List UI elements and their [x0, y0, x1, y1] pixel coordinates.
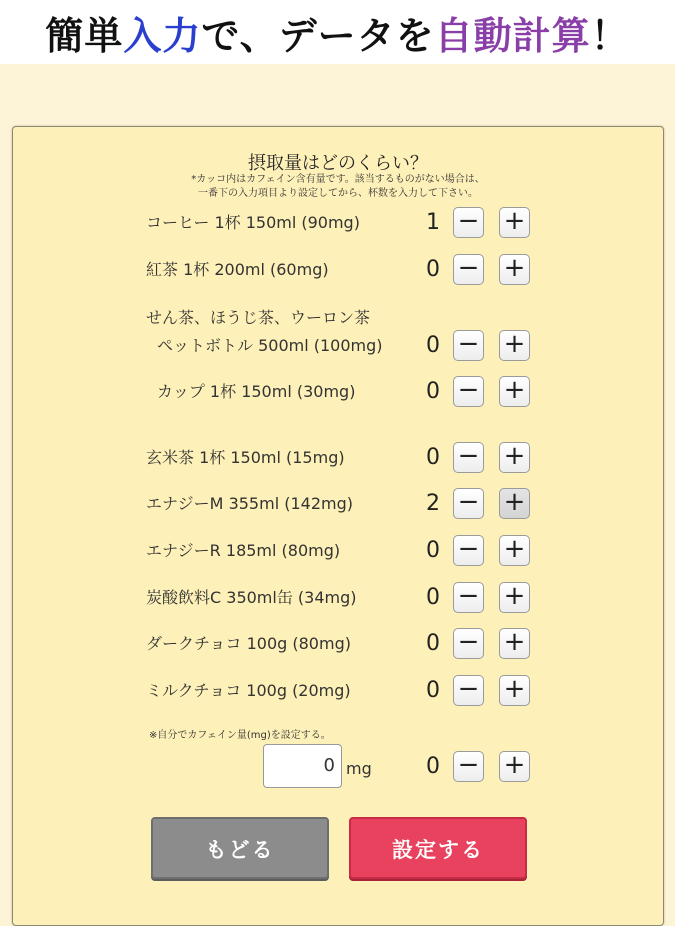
decrement-button[interactable]: −: [453, 488, 484, 519]
increment-button[interactable]: +: [499, 488, 530, 519]
decrement-button[interactable]: −: [453, 675, 484, 706]
item-row-pet-bottle: [13, 326, 663, 366]
item-count: 0: [426, 445, 440, 470]
item-count: 0: [426, 585, 440, 610]
note-line-1: *カッコ内はカフェイン含有量です。該当するものがない場合は、: [191, 174, 485, 185]
panel-title: 摂取量はどのくらい？: [248, 153, 428, 174]
item-row-coffee: [13, 203, 663, 243]
increment-button[interactable]: +: [499, 442, 530, 473]
custom-caffeine-input[interactable]: 0: [263, 744, 342, 788]
promo-banner: [0, 0, 675, 64]
item-label: 玄米茶 1杯 150ml (15mg): [146, 448, 345, 467]
item-row-energy-m: [13, 484, 663, 524]
item-count: 0: [426, 678, 440, 703]
tea-group-label: せん茶、ほうじ茶、ウーロン茶: [146, 308, 371, 327]
item-count: 0: [426, 538, 440, 563]
item-row-energy-r: [13, 531, 663, 571]
item-count: 0: [426, 754, 440, 779]
increment-button[interactable]: +: [499, 535, 530, 566]
increment-button[interactable]: +: [499, 582, 530, 613]
decrement-button[interactable]: −: [453, 582, 484, 613]
intake-panel: [12, 126, 664, 926]
increment-button[interactable]: +: [499, 628, 530, 659]
decrement-button[interactable]: −: [453, 207, 484, 238]
item-count: 0: [426, 379, 440, 404]
decrement-button[interactable]: −: [453, 751, 484, 782]
increment-button[interactable]: +: [499, 376, 530, 407]
item-row-soda: [13, 578, 663, 618]
decrement-button[interactable]: −: [453, 535, 484, 566]
item-row-black-tea: [13, 250, 663, 290]
decrement-button[interactable]: −: [453, 376, 484, 407]
item-row-milk-chocolate: [13, 671, 663, 711]
custom-caffeine-unit: mg: [346, 759, 372, 778]
item-label: コーヒー 1杯 150ml (90mg): [146, 213, 360, 232]
decrement-button[interactable]: −: [453, 254, 484, 285]
custom-caffeine-note: ※自分でカフェイン量(mg)を設定する。: [149, 730, 331, 741]
item-count: 2: [426, 491, 440, 516]
item-row-cup: [13, 372, 663, 412]
banner-part-2: 入力: [123, 13, 202, 58]
back-button[interactable]: もどる: [151, 817, 329, 879]
item-label: カップ 1杯 150ml (30mg): [157, 382, 356, 401]
banner-part-1: 簡単: [45, 13, 124, 58]
decrement-button[interactable]: −: [453, 442, 484, 473]
increment-button[interactable]: +: [499, 330, 530, 361]
item-row-custom: [13, 747, 663, 787]
item-row-dark-chocolate: [13, 624, 663, 664]
note-line-2: 一番下の入力項目より設定してから、杯数を入力して下さい。: [198, 188, 478, 199]
item-label: 紅茶 1杯 200ml (60mg): [146, 260, 329, 279]
decrement-button[interactable]: −: [453, 330, 484, 361]
item-label: エナジーM 355ml (142mg): [146, 494, 353, 513]
item-row-genmaicha: [13, 438, 663, 478]
increment-button[interactable]: +: [499, 254, 530, 285]
item-count: 1: [426, 210, 440, 235]
item-label: エナジーR 185ml (80mg): [146, 541, 341, 560]
item-label: ミルクチョコ 100g (20mg): [146, 681, 351, 700]
item-count: 0: [426, 631, 440, 656]
item-count: 0: [426, 333, 440, 358]
item-label: 炭酸飲料C 350ml缶 (34mg): [146, 588, 357, 607]
item-label: ペットボトル 500ml (100mg): [157, 336, 383, 355]
banner-part-3: で、データを: [201, 13, 435, 58]
increment-button[interactable]: +: [499, 675, 530, 706]
increment-button[interactable]: +: [499, 207, 530, 238]
set-button[interactable]: 設定する: [349, 817, 527, 879]
decrement-button[interactable]: −: [453, 628, 484, 659]
item-label: ダークチョコ 100g (80mg): [146, 634, 351, 653]
increment-button[interactable]: +: [499, 751, 530, 782]
item-count: 0: [426, 257, 440, 282]
banner-part-5: ！: [590, 13, 630, 58]
banner-part-4: 自動計算: [434, 13, 591, 58]
